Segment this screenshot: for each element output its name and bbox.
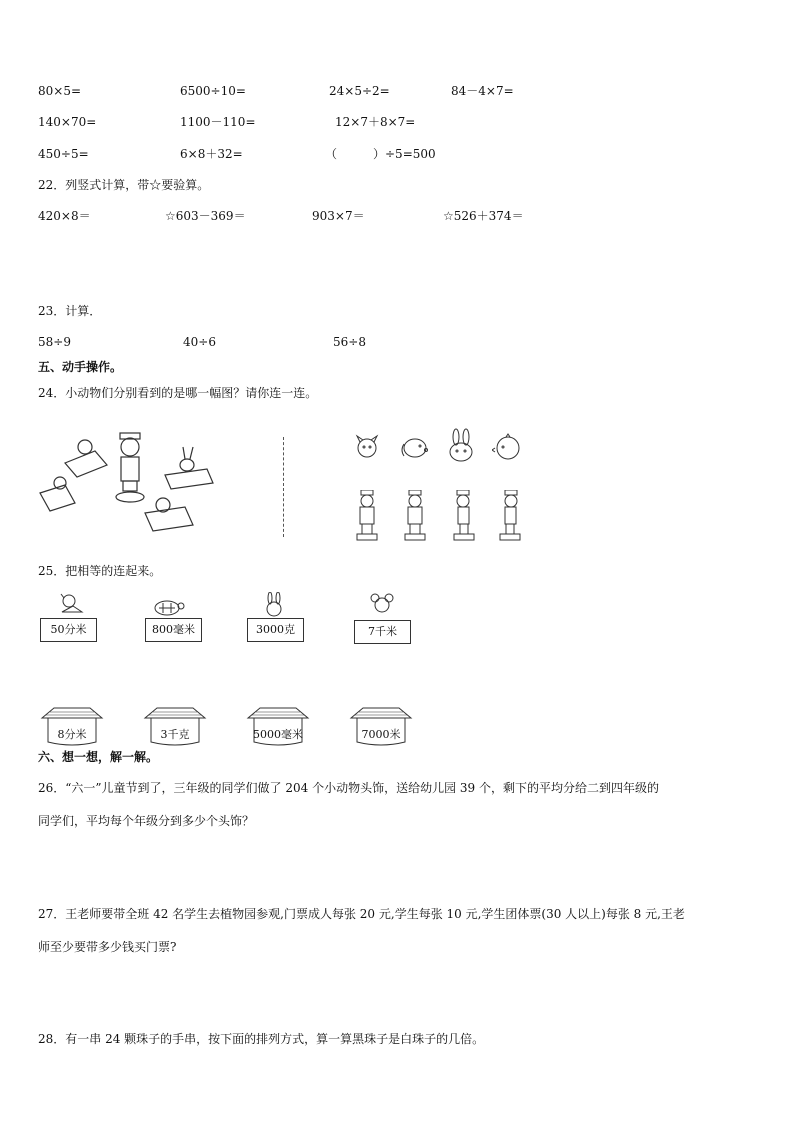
hut-answer[interactable] [143, 706, 207, 746]
arith-item: 450÷5= [38, 147, 89, 161]
rabbit-icon [263, 592, 285, 621]
puppy-head-icon[interactable] [398, 432, 432, 465]
length-sign[interactable]: 7千米 [354, 620, 411, 644]
question-28-line-1: 28．有一串 24 颗珠子的手串，按下面的排列方式，算一算黑珠子是白珠子的几倍。 [38, 1032, 485, 1046]
arith-item: 84－4×7= [451, 84, 514, 98]
arith-item: 12×7＋8×7= [335, 115, 416, 129]
police-figure-side-right-icon[interactable] [498, 490, 522, 545]
q22-item: ☆603－369＝ [165, 209, 246, 223]
police-figure-front-icon[interactable] [355, 490, 379, 545]
hut-answer[interactable] [40, 706, 104, 746]
question-23-title: 23．计算． [38, 304, 102, 318]
hut-label: 5000毫米 [253, 728, 303, 741]
q22-item: ☆526＋374＝ [443, 209, 524, 223]
arith-item: 24×5÷2= [329, 84, 390, 98]
question-25-title: 25．把相等的连起来。 [38, 564, 162, 578]
q22-item: 420×8＝ [38, 209, 91, 223]
dog-icon [58, 592, 84, 617]
dog-head-icon[interactable] [352, 432, 382, 465]
question-24-title: 24．小动物们分别看到的是哪一幅图？请你连一连。 [38, 386, 318, 400]
rabbit-head-icon[interactable] [444, 428, 478, 467]
hut-label: 8分米 [57, 728, 87, 741]
question-27-line-2: 师至少要带多少钱买门票? [38, 940, 177, 954]
divider-line [283, 437, 286, 537]
question-26-line-2: 同学们，平均每个年级分到多少个头饰？ [38, 814, 255, 828]
hut-answer[interactable] [246, 706, 310, 746]
mouse-icon [369, 592, 395, 621]
q22-item: 903×7＝ [312, 209, 365, 223]
section-5-heading: 五、动手操作。 [38, 360, 123, 374]
arith-item: （ ）÷5=500 [325, 147, 436, 161]
arith-item: 6500÷10= [180, 84, 246, 98]
animals-viewing-figure-illustration [35, 425, 225, 535]
chick-head-icon[interactable] [492, 432, 524, 465]
arith-item: 6×8＋32= [180, 147, 243, 161]
arith-item: 140×70= [38, 115, 97, 129]
length-sign[interactable]: 50分米 [40, 618, 97, 642]
q23-item: 58÷9 [38, 335, 71, 349]
police-figure-side-left-icon[interactable] [452, 490, 476, 545]
question-22-title: 22．列竖式计算，带☆要验算。 [38, 178, 210, 192]
question-27-line-1: 27．王老师要带全班 42 名学生去植物园参观,门票成人每张 20 元,学生每张 10 元,学生团体票(30 人以上)每张 8 元,王老 [38, 907, 685, 921]
q23-item: 40÷6 [183, 335, 216, 349]
hut-label: 7000米 [361, 728, 401, 741]
hut-answer[interactable] [349, 706, 413, 746]
arith-item: 80×5= [38, 84, 82, 98]
q23-item: 56÷8 [333, 335, 366, 349]
arith-item: 1100－110= [180, 115, 256, 129]
hut-label: 3千克 [160, 728, 190, 741]
length-sign[interactable]: 800毫米 [145, 618, 202, 642]
section-6-heading: 六、想一想，解一解。 [38, 750, 159, 764]
question-26-line-1: 26．“六一”儿童节到了，三年级的同学们做了 204 个小动物头饰，送给幼儿园 39 个，剩下的平均分给二到四年级的 [38, 781, 659, 795]
police-figure-back-icon[interactable] [403, 490, 427, 545]
turtle-icon [151, 596, 185, 619]
weight-sign[interactable]: 3000克 [247, 618, 304, 642]
